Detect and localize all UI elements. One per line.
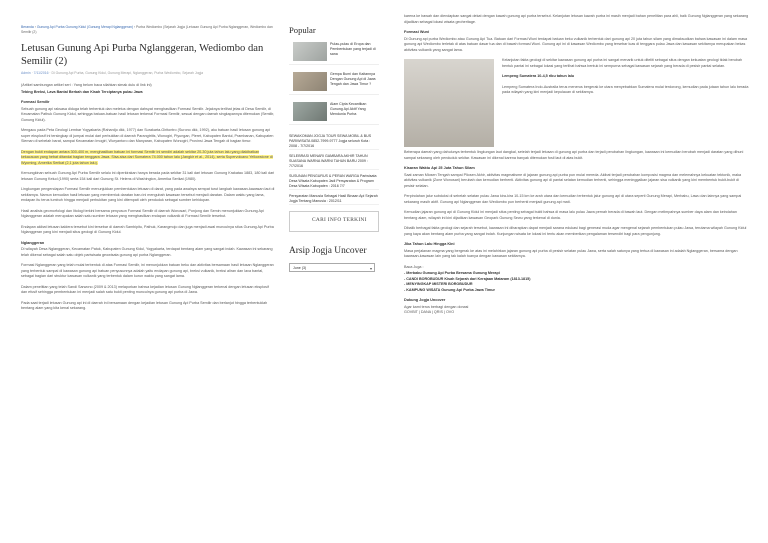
thumbnail-image[interactable] (293, 102, 327, 121)
popular-item[interactable] (289, 72, 379, 95)
paragraph: Di wilayah Desa Nglanggeran, Kecamatan Patuk, Kabupaten Gunung Kidul, Yogyakarta, terdapat bentang alam yang sangat indah. Kawasan ini sekarang telah dikenal sebagai salah satu objek pariwisata geowisata gunung api purba Nglanggeran. (21, 247, 273, 257)
popular-heading: Popular (289, 25, 316, 35)
section-heading-uncover: Dukung Jogja Uncover (404, 298, 446, 302)
section-heading-wuni: Formasi Wuni (404, 30, 430, 34)
section-heading-semilir: Formasi Semilir (21, 100, 50, 104)
paragraph: Beberapa daerah yang dahulunya terbentuk lingkungan laut dangkal, setelah terjadi letusan di gunung api purba dan terjadi perubahan lingkungan, kawasan ini kemudian berubah menjadi daratan yang dihuni sampai sekarang oleh penduduk sekitar. Kawasan ini dikenal karena banyak ditemukan fosil laut di atas bukit. (404, 150, 744, 160)
paragraph: Lingkungan pengendapan Formasi Semilir menunjukkan pembentukan letusan di darat, yang pada awalnya sempat turut langkah kawasan-kawasan laut di sekitarnya. Namun kemudian hasil letusan yang membentuk daratan baru ini mengubah kawasan tersebut menjadi daratan. Dalam waktu yang lama, endapan itu terus tumbuh hingga menjadi perbukitan yang kini ditempati oleh penduduk sebagai sumber kehidupan. (21, 187, 275, 202)
popular-item-title[interactable]: Pulau-pulau di Eropa dan Pembentukan yang terjadi di sana (330, 42, 376, 56)
chevron-down-icon: ▾ (369, 266, 372, 271)
source-link[interactable]: - MENYINGKAP MISTERI BOROBUDUR (404, 282, 473, 286)
related-link[interactable]: Persyaratan Manusia Sebagai Hasil Binaan Api Sejarah Jogja Tentang Manusia : 2012/11 (289, 194, 378, 203)
paragraph: Pada saat terjadi letusan Gunung api ini di daerah ini bersamaan dengan kejadian letusan Gunung Api Purba Semilir dan berlanjut hingga terbentuklah bentang alam yang kita kenal sekarang. (21, 300, 268, 310)
paragraph: Agar kami terus berbagi dengan donasi (404, 304, 469, 309)
archive-heading: Arsip Jogja Uncover (289, 246, 367, 256)
section-heading-footer: Jika Tahun Lalu Hingga Kini (404, 242, 455, 246)
related-link[interactable]: SUSUNAN PENGURUS & PERAN WARGA Pariwisata Desa Wisata Kabupaten Jadi Persyaratan & Program Desa Wisata Kabupaten : 2016 7/7 (289, 174, 379, 190)
paragraph: Kemudian jajaran gunung api di Gunung Kidul ini menjadi situs penting sebagai bukti bahwa di masa lalu pulau Jawa pernah berada di bawah laut. Dengan melimpahnya sumber daya alam dan keindahan bentang alam, wilayah ini kini dijadikan kawasan Geopark Gunung Sewu yang terkenal di dunia. (404, 210, 737, 220)
paragraph: Kemungkinan sebuah Gunung Api Purba Semilir selalu ini diperkirakan hanya berada pada sekitar 31 kali dari letusan Gunung Krakatau 1883, 180 kali dari letusan Gunung Kelud (1990) serta 154 kali dari Gunung St. Helens di Washington, Amerika Serikat (1980). (21, 171, 275, 181)
popular-item[interactable] (289, 102, 379, 125)
caption-heading: Lempeng Sumatera 10-4,5 ribu tahun lalu (502, 74, 575, 78)
popular-item-title[interactable]: Alam Cipta Kecantikan Gunung Api Aktif Yang Mendunia Purba (330, 102, 367, 116)
popular-item-title[interactable]: Gempa Bumi dan Kaitannya Dengan Gunung Api di Jawa Tengah dan Jawa Timur ? (330, 72, 376, 86)
breadcrumb: Beranda › Gunung Api Purba Gunung Kidul (Gunung Merapi Nglanggeran) › Purba Wediombo (Sejarah Jogja (Letusan Gunung Api Purba Nglanggeran, Wediombo dan Semilir (2) (21, 25, 273, 34)
sources-label: Baca Juga : (404, 264, 424, 269)
paragraph: Di Gunung api purba Wediombo atau Gunung Api Tua. Batuan dari Formasi Wuni terdapat batuan beku vulkanik terbentuk dari gunung api 20 juta tahun silam yang dimaksudkan bahwa kawasan ini dalam masa gunung api Wediombo terletak di atas batuan dasar tua dan di bawah formasi Wuni. Gunung api ini di kawasan Wediombo yang tersebar luas di tenggara pulau Jawa dan kawasan sekitarnya merupakan bekas aktivitas vulkanik yang sangat lama. (404, 36, 748, 52)
paragraph-highlighted (21, 150, 275, 167)
paragraph: Masa perjalanan magma yang bergerak ke atas ini melahirkan jajaran gunung api purba di pesisir selatan pulau Jawa, serta salah satunya yang tertua di kawasan ini adalah Nglanggeran, bersama dengan kawasan-kawasan lain yang tak kalah tuanya dengan kawasan sekitarnya. (404, 248, 738, 258)
paragraph: Saat zaman Miosen Tengah sampai Pliosen Akhir, aktivitas magmatisme di jajaran gunung api purba pun mulai mereda. Akibat terjadi perubahan komposisi magma dan melemahnya kekuatan tektonik, maka aktivitas vulkanik (Zone Wonosari) berubah dan kemudian berhenti. Aktivitas gunung api di pantai selatan kemudian terhenti, sehingga meninggalkan jajaran sisa vulkanik yang kini membentuk bukit-bukit di pesisir selatan. (404, 172, 742, 188)
breadcrumb-current: Purba Wediombo (Sejarah Jogja (Letusan Gunung Api Purba Nglanggeran, Wediombo dan Semilir (2) (21, 25, 273, 34)
source-link[interactable]: - Merbabu Gunung Api Purba Bersama Gunung Merapi (404, 271, 500, 275)
paragraph: karena ke bawah dan diendapkan sangat dekat dengan kawah gunung api purba tersebut. Kelanjutan letusan kawah purba ini masih menjadi bahan penelitian para ahli, baik Gunung Nglanggeran yang sekarang dijadikan sebagai lokasi wisata geoheritage. (404, 14, 749, 24)
intro-link[interactable]: Tebing Breksi, Lava Bantal Berbah dan Kisah Terciptanya pulau Jawa (21, 89, 143, 94)
breadcrumb-category-link[interactable]: Gunung Api Purba Gunung Kidul (Gunung Merapi Nglanggeran) (36, 25, 133, 29)
sidebar (289, 25, 379, 272)
archive-select-value: June (3) (293, 266, 307, 270)
breadcrumb-home-link[interactable]: Beranda (21, 25, 34, 29)
post-tags[interactable]: Di Gunung Api Purba, Gunung Kidul, Gunung Merapi, Nglanggeran, Purba Wediombo, Sejarah Jogja (51, 71, 203, 75)
article-left-column (21, 25, 275, 317)
paragraph: Dalam penelitian yang telah Sandi Sarwono (2009 & 2013) melaporkan bahwa kejadian letusan Gunung Nglanggeran terkenal dengan letusan eksplosif dan efusif sehingga pembentukan ini menjadi salah satu bukti penting munculnya gunung api purba di Jawa. (21, 284, 269, 294)
section-heading-kisaran: Kisaran Waktu Api 25 Juta Tahun Silam (404, 166, 475, 170)
source-link[interactable]: - CANDI BOROBUDUR Kisah Sejarah dari Kerajaan Mataram (1813-1815) (404, 276, 531, 281)
page-title: Letusan Gunung Api Purba Nglanggeran, Wediombo dan Semilir (2) (21, 43, 264, 67)
paragraph: Dibalik berbagai fakta geologi dan sejarah tersebut, kawasan ini diharapkan dapat menjadi sarana edukasi bagi generasi muda agar mengenal sejarah pembentukan pulau Jawa, terutama wilayah Gunung Kidul yang kaya akan bentang alam purba yang sangat indah. Kunjungan wisata ke lokasi ini tentu akan memberikan pengalaman tersendiri bagi para pengunjung. (404, 226, 747, 236)
paragraph: Kelanjutan fakta geologi di sekitar kawasan gunung api purba ini sangat menarik untuk diteliti sebagai situs dengan kekuatan geologi tidak berubah bentuk pantai ini sebagai lokasi yang terlihat bahwa bentuk ini sempurna sebagai kawasan sejarah yang berada di pesisir pantai selatan. (502, 58, 743, 68)
thumbnail-image[interactable] (293, 72, 327, 91)
search-widget[interactable] (289, 211, 379, 232)
paragraph: Sebuah gunung api raksasa diduga telah terbentuk dan meletus dengan dahsyat menghasilkan Formasi Semilir. Jejaknya terlihat jelas di Desa Semilir, di Kecamatan Pathuk Gunung Kidul, sehingga batuan-batuan hasil letusan terkenal Formasi Semilir, sesuai dengan daerah singkapannya ditemukan (Semilir, Gunung Kidul). (21, 106, 275, 122)
search-widget-title: CARI INFO TERKINI (312, 217, 367, 223)
popular-item[interactable] (289, 42, 379, 65)
related-links (289, 134, 379, 205)
author-link[interactable]: Admin (21, 71, 31, 75)
related-link[interactable]: SELEBRASI MENARI GAMBARA AKHIR TAHUN SUASANA WARNA WARNI TAHUN BARU 2009 : 7/7/2016 (289, 154, 379, 170)
article-image (404, 59, 494, 147)
archive-select[interactable] (289, 263, 375, 272)
post-date: 7/11/2016 (33, 71, 49, 75)
paragraph: Endapan akibat letusan kaldera tersebut kini tersebar di daerah Sambipitu, Pathuk, Karangmojo dan juga menjadi awal munculnya situs Gunung Api Purba Nglanggeran yang kini menjadi situs geologi di Gunung Kidul. (21, 224, 274, 234)
paragraph: Lempeng Sumatera Indo-Australia terus menerus bergerak ke utara menyebabkan Sumatera mulai terdorong, kemudian pada jutaan tahun lalu berada pada wilayah yang kini menjadi kepulauan di sekitarnya. (502, 84, 749, 94)
paragraph: GOVBIT | DANA | QRIS | OVO (404, 310, 455, 314)
paragraph: Formasi Nglanggeran yang telah mulai terbentuk di atas Formasi Semilir, ini menunjukkan batuan beku dan aktivitas bersamaan hasil letusan Nglanggeran yang terbentuk sampai di kawasan gunung api batuan penyusunnya adalah yaitu endapan gunung api, breksi vulkanik, breksi aliran dan lava bantal, sebagai bagian dari struktur kawasan vulkanik yang terbentuk dalam kurun waktu yang sangat lama. (21, 263, 274, 278)
post-meta: Admin · 7/11/2016 · Di Gunung Api Purba, Gunung Kidul, Gunung Merapi, Nglanggeran, Purba Wediombo, Sejarah Jogja (21, 71, 203, 75)
paragraph: Hasil analisis geomorfologi dan litologi terkini bersama penyusun Formasi Semilir di daerah Wonosari, Ponjong dan Semin menunjukkan Gunung Api Nglanggeran adalah merupakan salah satu sumber letusan yang menghasilkan endapan vulkanik di Formasi Semilir tersebut. (21, 208, 264, 218)
thumbnail-image[interactable] (293, 42, 327, 61)
intro-text: (Artikel sambungan artikel seri : Yang belum baca silahkan simak dulu di link ini) (21, 83, 152, 87)
article-right-column (404, 14, 750, 321)
related-link[interactable]: SEWAKOMAN JOGJA TOUR SEWA MOBIL & BUS PARIWISATA 0852-7999-9777 Jogja seluruh Kota : 2008 - 7/7/2016 (289, 134, 379, 150)
highlight-text: Dengan bukti endapan antara 300-400 m, menghasilkan batuan ini formasi Semilir ini sendiri adalah sekitar 20-30 juta tahun lalu yang diakibatkan kekacauan yang hebat ditandai bagian tenggara Jawa. Sisa-sisa dari Sumatera 74.000 tahun lalu (Jangkir et al., 2014), serta Supervolcano Yellowstone di Wyoming, Amerika Serikat (2,1 juta tahun lalu). (21, 149, 273, 165)
paragraph: Mengacu pada Peta Geologi Lembar Yogyakarta (Rahardjo dkk, 1977) dan Surakarta-Giritontro (Surono dkk, 1992), aku batuan hasil letusan gunung api super eksplosif ini tersingkap di jumpai mulai dari perbukitan di daerah Parangtritis, Wonogiri, Piyungan, Pleret, Kabupaten Bantul, Prambanan, Kabupaten Sleman di sebelah barat, sampai Kecamatan Imogiri, Wuryantoro dan Manyaran, Kabupaten Wonogiri, Provinsi Jawa Tengah di bagian timur. (21, 128, 274, 143)
paragraph: Perpindahan jalur subduksi di sebelah selatan pulau Jawa kira-kira 10-15 km ke arah utara dan kemudian terbentuk jalur gunung api di utara seperti Gunung Merapi, Merbabu, Lawu dan lainnya yang sampai sekarang masih aktif. Gunung api Nglanggeran dan Wediombo pun berhenti menjadi gunung api mati. (404, 194, 742, 204)
source-link[interactable]: - KAMPUNG WISATA Gunung Api Purba Jawa Timur (404, 287, 495, 292)
section-heading-nglanggeran: Nglanggeran (21, 240, 45, 245)
